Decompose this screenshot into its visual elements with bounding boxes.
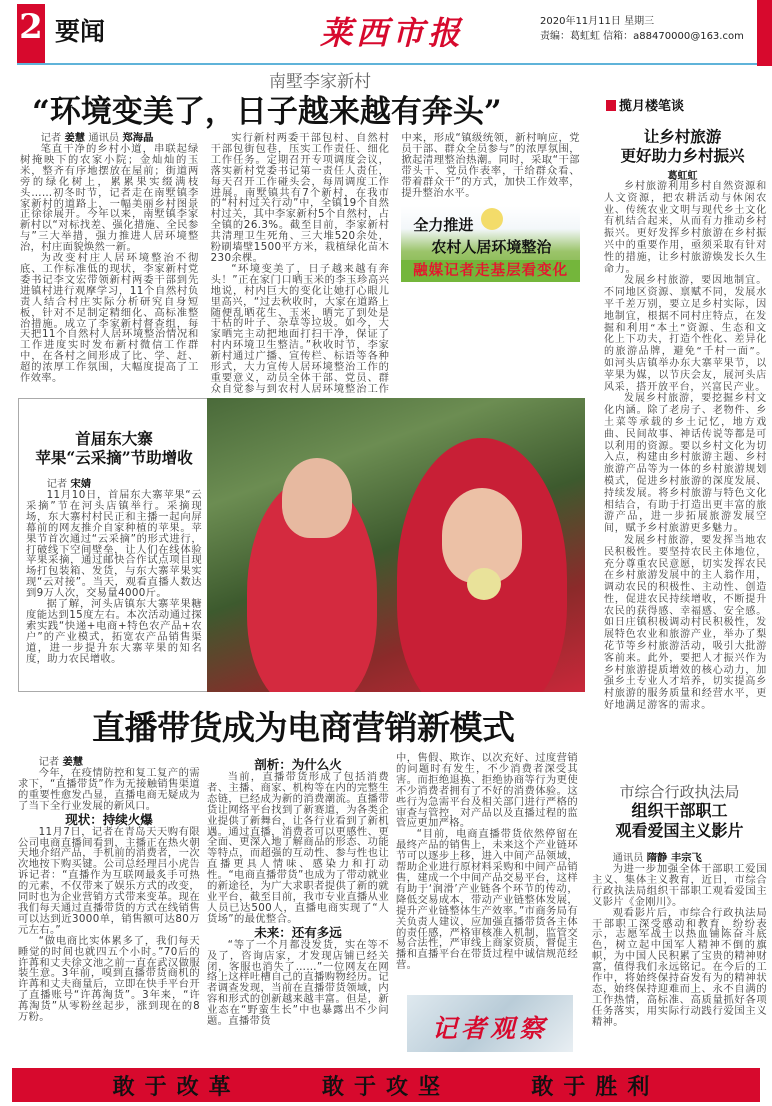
sun-graphic: [481, 208, 503, 230]
paragraph: 11月7日，记者在青岛天天购有限公司电商直播间看到，主播正在热火朝天地介绍产品，手机前的消费者，一次次地按下购买键。公司总经理吕小虎告诉记者：“直播作为互联网最炙手可热的元素，不仅带来了娱乐方式的改变，同时也为企业营销方式带来变革。现在我们每天通过直播带货的方式在线销售可以达到近3000单，销售额可达80万元左右。”: [18, 825, 200, 936]
paragraph: 11月10日，首届东大寨苹果“云采摘”节在河头店镇举行。采摘现场，东大寨村村民正和主播一起向屏幕前的网友推介自家种植的苹果。苹果节首次通过“云采摘”的形式进行，打破线下空间壁垒，让人们在线体验苹果采摘，通过邮快合作试点项目现场打包装箱、发货，与东大寨苹果实现“云对接”。当天，观看直播人数达到9万人次，交易量4000斤。: [26, 489, 202, 600]
byline-name: 宋婧: [70, 478, 92, 490]
apple-picking-photo: [207, 398, 585, 692]
column-tag: [606, 95, 684, 114]
column-tag-label: 揽月楼笔谈: [619, 99, 685, 114]
article-title: 首届东大寨: [75, 429, 153, 448]
page-number: 2: [17, 4, 45, 64]
essay-title: [600, 127, 765, 165]
live-article-col-1: [18, 757, 200, 1023]
banner-line: 全力推进: [413, 216, 474, 235]
header-accent-bar: [757, 0, 772, 66]
slogan: 敢于改革: [112, 1073, 241, 1100]
article-title: 组织干部职工: [631, 801, 728, 820]
lead-headline: “环境变美了，日子越来越有奔头”: [32, 94, 502, 130]
essay-author: 葛虹虹: [667, 171, 698, 182]
byline-name: 姜慧: [64, 132, 86, 144]
byline-name: 姜慧: [62, 756, 84, 768]
paragraph: 为改变村庄人居环境整治不彻底、工作标准低的现状，李家新村党委书记李文宏带领新村两委干部到先进镇村进行观摩学习，11个自然村负责人结合村庄实际分析研究自身短板，针对不足制定精细化、高标准整治措施。成立了李家新村督查组，每天把11个自然村人居环境整治情况和工作进度实时发布新村微信工作群中，在各村之间形成了比、学、赶、超的浓厚工作氛围，大幅度提高了工作效率。: [20, 252, 199, 385]
essay-body: [604, 181, 767, 712]
title-line: 更好助力乡村振兴: [620, 146, 745, 165]
paragraph: 乡村旅游利用乡村自然资源和人文资源，把农耕活动与休闲农业、传统农业文明与现代乡土文化有机结合起来，从而有力推动乡村振兴。更好发挥乡村旅游在乡村振兴中的重要作用，亟须采取有针对性的措施，让乡村旅游焕发长久生命力。: [604, 181, 767, 275]
byline-label: 记者: [38, 756, 60, 768]
paragraph: 观看影片后，市综合行政执法局干部职工深受感动和教育，纷纷表示，志愿军战士以热血铺陈奋斗底色，树立起中国军人精神不倒的旗帜，为中国人民积累了宝贵的精神财富，值得我们永远铭记。在今后的工作中，将始终保持奋发有为的精神状态，始终保持迎难而上、永不自满的工作热情，高标准、高质量抓好各项任务落实，用实际行动践行爱国主义精神。: [592, 906, 767, 1028]
paragraph: “做电商比实体累多了，我们每天睡觉的时间也就四五个小时。”70后的许苒和丈夫徐文池之前一直在武汉做服装生意。3年前，嗅到直播带货商机的许苒和丈夫商量后，立即在快手平台开了直播账号“许苒淘货”。3年来，“许苒淘货”从零粉丝起步，涨到现在的8万粉。: [18, 934, 200, 1024]
byline-label: 记者: [40, 132, 62, 144]
apple-festival-article: [18, 398, 208, 692]
byline-label: 通讯员: [612, 852, 644, 864]
lead-article-body: [20, 133, 580, 395]
slogan: 敢于胜利: [531, 1073, 660, 1100]
section-title: 要闻: [55, 17, 106, 46]
live-article-col-3: [396, 753, 578, 971]
editor-info: 责编：葛虹虹 信箱：a88470000@163.com: [540, 31, 744, 42]
issue-info: [540, 14, 744, 44]
paragraph: 据了解，河头店镇东大寨苹果糖度能达到15度左右。本次活动通过探索实践“快递+电商+特色农产品+农户”的产业模式，拓宽农产品销售渠道，进一步提升东大寨苹果的知名度，助力农民增收。: [26, 598, 202, 665]
article-title: 观看爱国主义影片: [615, 821, 744, 840]
subheading: 未来：还有多远: [254, 924, 342, 940]
header-divider: [17, 63, 757, 65]
issue-date: 2020年11月11日 星期三: [540, 16, 655, 27]
square-bullet-icon: [606, 100, 616, 111]
byline-label: 记者: [46, 478, 68, 490]
subheading: 现状：持续火爆: [65, 811, 153, 827]
paragraph: 笔直干净的乡村小道，串联起绿树掩映下的农家小院；金灿灿的玉米，整齐有序地摆放在屋前；街道两旁的绿化树上，累累果实缀满枝头……初冬时节，记者走在南墅镇李家新村的道路上，一幅美丽乡村图景正徐徐展开。今年以来，南墅镇李家新村以“对标找差、强化措施、全民参与”三大举措，强力推进人居环境整治，村庄面貌焕然一新。: [20, 143, 199, 254]
campaign-banner: [401, 206, 580, 282]
paragraph: 实行新村两委干部包村、自然村干部包街包巷，压实工作责任、细化工作任务。定期召开专项调度会议，落实新村党委书记第一责任人责任，每天召开工作碰头会，每周调度工作进展。南墅镇共有7个新村，在我市的“村村过关行动”中，全镇19个自然村过关，其中李家新村5个自然村，占全镇的26.3%。截至目前，李家新村共清理卫生死角、三大堆520余处，粉刷墙壁1500平方米，栽植绿化苗木230余棵。: [210, 132, 390, 264]
paragraph: “等了一个月都没发货，实在等不及了，咨询店家，才发现店铺已经关闭，客服也消失了……”一位网友在网络上这样吐槽自己的直播购物经历。记者调查发现，当前在直播带货领域，内容和形式的创新越来越丰富。但是，新业态在“野蛮生长”中也暴露出不少问题。直播带货: [207, 938, 389, 1028]
slogan-banner: [12, 1068, 760, 1102]
paragraph: 发展乡村旅游，要挖掘乡村文化内涵。除了老房子、老物件、乡土菜等承载的乡土记忆，地方戏曲、民间故事、神话传说等都是可以利用的资源。要以乡村文化为切入点，构建由乡村旅游主题、乡村旅游产品等为一体的乡村旅游规划模式，促进乡村旅游的深度发展、持续发展。将乡村旅游与特色文化相结合，有助于打造出更丰富的旅游产品，进一步拓展旅游发展空间，赋予乡村旅游更多魅力。: [604, 393, 767, 535]
subheading: 剖析：为什么火: [254, 757, 342, 772]
article-title: 苹果“云采摘”节助增收: [35, 448, 193, 467]
title-line: 让乡村旅游: [643, 127, 722, 146]
paragraph: “目前，电商直播带货依然停留在最终产品的销售上，未来这个产业链环节可以逐步上移，进入中间产品领域，帮助企业进行原材料采购和中间产品销售，建成一个中间产品交易平台，这样有助于‘润滑’产业链各个环节的传动，降低交易成本，带动产业链整体发展，提升产业链整体生产效率。”市商务局有关负责人建议，应加强直播带货各主体的责任感，严格审核准入机制，监管交易合法性，严审线上商家资质，督促主播和直播平台在带货过程中诚信规范经营。: [396, 828, 578, 972]
banner-line: 融媒记者走基层看变化: [401, 260, 580, 282]
banner-line: 农村人居环境整治: [431, 238, 552, 257]
live-commerce-headline: 直播带货成为电商营销新模式: [92, 708, 515, 747]
paragraph: 发展乡村旅游，要发挥当地农民积极性。要坚持农民主体地位，充分尊重农民意愿，切实发挥农民在乡村旅游发展中的主人翁作用，调动农民的积极性、主动性、创造性，促进农民持续增收，不断提升农民的获得感、幸福感、安全感。如日庄镇积极调动村民积极性，发展特色农业和旅游产业，举办了梨花节等乡村旅游活动，吸引大批游客前来。此外，要把人才振兴作为乡村旅游提质增效的核心动力，加强乡土专业人才培养，切实提高乡村旅游的服务质量和经营水平，更好地满足游客的需求。: [604, 534, 767, 712]
live-article-col-2: [207, 757, 389, 1027]
lead-kicker: 南墅李家新村: [269, 72, 371, 92]
logo-text: 记者观察: [431, 1014, 548, 1043]
patriotic-film-article: [592, 783, 767, 1028]
paragraph: 发展乡村旅游，要因地制宜。不同地区资源、禀赋不同，发展水平千差万别，要立足乡村实际，因地制宜，根据不同村庄特点，在发掘和利用“本土”资源、生态和文化上下功夫，打造个性化、差异化的旅游品牌，避免“千村一面”。如河头店镇举办东大寨苹果节，以苹果为媒，以节庆会友，展河头店风采，搭开放平台，兴富民产业。: [604, 275, 767, 393]
byline-name: 隋静 丰宗飞: [646, 852, 702, 864]
byline-name: 郑海晶: [122, 132, 154, 144]
article-kicker: 市综合行政执法局: [619, 783, 740, 801]
paragraph: “环境变美了，日子越来越有奔头！”正在家门口晒玉米的李玉珍高兴地说，村内巨大的变化让她打心眼儿里高兴，“过去秋收时，大家在道路上随便乱晒花生、玉米，晒完了到处是干枯的叶子、杂草等垃圾。如今，大家晒完主动把地面打扫干净，保证了村内环境卫生整洁。”秋收时节，李家新村通过广播、宣传栏、标语等各种形式，大力宣传人居环境整治工作的重要意义，动员全体干部、党员、群众自觉参与到农村人居环境整治工作中来，形成“镇级统领，新村响应，党员干部、群众全员参与”的浓厚氛围，掀起清理整治热潮。同时，采取“干部带头干、党员作表率，干给群众看、带着群众干”的方式，加快工作效率，提升整治水平。: [210, 132, 580, 395]
paragraph: 中，售假、欺诈、以次充好、过度营销的问题时有发生，不少消费者深受其害。而拒绝退换、拒绝协商等行为更使不少消费者拥有了不好的消费体验。这些行为急需平台及相关部门进行严格的审查与管控，对产品以及直播过程的监管应更加严格。: [396, 752, 578, 830]
masthead-logo: 莱西市报: [320, 14, 465, 52]
reporter-observation-logo: [407, 995, 573, 1052]
paragraph: 为进一步加强全体干部职工爱国主义、集体主义教育，近日，市综合行政执法局组织干部职工观看爱国主义影片《金刚川》。: [592, 863, 767, 908]
paragraph: 今年，在疫情防控和复工复产的需求下，“直播带货”作为无接触销售渠道的重要性愈发凸显，直播电商无疑成为了当下全行业发展的新风口。: [18, 767, 200, 812]
slogan: 敢于攻坚: [321, 1073, 450, 1100]
paragraph: 当前，直播带货形成了包括消费者、主播、商家、机构等在内的完整生态链，已经成为新的消费潮流。直播带货让网络平台找到了新赛道，为各类企业提供了新舞台，让各行业看到了新机遇。通过直播，消费者可以更感性、更全面、更深入地了解商品的形态、功能等特点，而超强的互动性、参与性也让直播更具人情味、感染力和打动性。“电商直播带货”也成为了带动就业的新途径，为广大求职者提供了新的就业平台，截至目前，我市专业直播从业人员已达500人，直播电商实现了“人货场”的最优整合。: [207, 771, 389, 925]
byline-label: 通讯员: [88, 132, 120, 144]
